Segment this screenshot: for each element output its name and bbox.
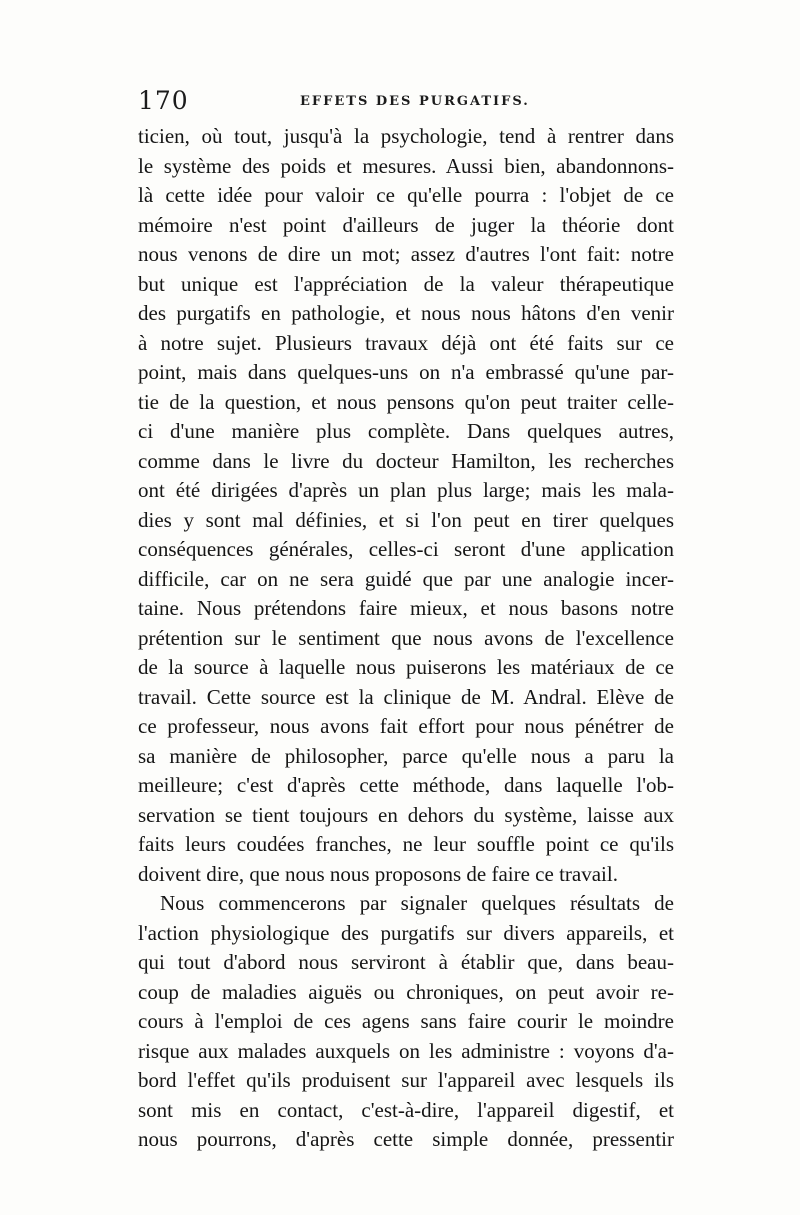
text-line: servation se tient toujours en dehors du système, laisse aux (138, 802, 674, 827)
text-line: ont été dirigées d'après un plan plus large; mais les mala- (138, 478, 674, 502)
text-line: doivent dire, que nous nous proposons de faire ce travail. (138, 861, 618, 886)
text-line: faits leurs coudées franches, ne leur souffle point ce qu'ils (138, 832, 674, 856)
running-head (138, 86, 674, 116)
running-title: EFFETS DES PURGATIFS. (300, 94, 530, 109)
text-line: tie de la question, et nous pensons qu'on peut traiter celle- (138, 389, 674, 414)
text-line: travail. Cette source est la clinique de M. Andral. Elève de (138, 684, 674, 709)
text-line: taine. Nous prétendons faire mieux, et nous basons notre (138, 596, 674, 620)
text-line: conséquences générales, celles-ci seront d'une application (138, 537, 674, 561)
text-line: mémoire n'est point d'ailleurs de juger la théorie dont (138, 212, 674, 237)
text-line: prétention sur le sentiment que nous avons de l'excellence (138, 625, 674, 650)
text-line: cours à l'emploi de ces agens sans faire courir le moindre (138, 1009, 674, 1033)
text-line: l'action physiologique des purgatifs sur divers appareils, et (138, 920, 674, 945)
text-line: nous venons de dire un mot; assez d'autres l'ont fait: notre (138, 242, 674, 266)
page-number: 170 (138, 86, 189, 115)
text-line: comme dans le livre du docteur Hamilton, les recherches (138, 448, 674, 473)
paragraph-start-line: Nous commencerons par signaler quelques résultats de (160, 891, 674, 915)
text-line: à notre sujet. Plusieurs travaux déjà ont été faits sur ce (138, 330, 674, 355)
text-line: sa manière de philosopher, parce qu'elle nous a paru la (138, 743, 674, 768)
text-line: bord l'effet qu'ils produisent sur l'appareil avec lesquels ils (138, 1068, 674, 1092)
text-line: qui tout d'abord nous serviront à établir que, dans beau- (138, 950, 674, 974)
text-line: ci d'une manière plus complète. Dans quelques autres, (138, 419, 674, 443)
text-line: ticien, où tout, jusqu'à la psychologie, tend à rentrer dans (138, 124, 674, 148)
text-line: risque aux malades auxquels on les administre : voyons d'a- (138, 1038, 674, 1063)
text-line: sont mis en contact, c'est-à-dire, l'appareil digestif, et (138, 1097, 674, 1122)
text-line: le système des poids et mesures. Aussi bien, abandonnons- (138, 153, 674, 178)
text-line: point, mais dans quelques-uns on n'a embrassé qu'une par- (138, 360, 674, 384)
text-line: but unique est l'appréciation de la valeur thérapeutique (138, 271, 674, 296)
text-line: ce professeur, nous avons fait effort pour nous pénétrer de (138, 714, 674, 738)
text-line: difficile, car on ne sera guidé que par une analogie incer- (138, 566, 674, 591)
text-line: nous pourrons, d'après cette simple donnée, pressentir (138, 1127, 674, 1151)
text-line: meilleure; c'est d'après cette méthode, dans laquelle l'ob- (138, 773, 674, 797)
body-text (138, 122, 674, 1155)
text-line: de la source à laquelle nous puiserons les matériaux de ce (138, 655, 674, 679)
text-line: dies y sont mal définies, et si l'on peut en tirer quelques (138, 507, 674, 532)
text-line: coup de maladies aiguës ou chroniques, on peut avoir re- (138, 979, 674, 1004)
text-line: là cette idée pour valoir ce qu'elle pourra : l'objet de ce (138, 183, 674, 207)
text-line: des purgatifs en pathologie, et nous nous hâtons d'en venir (138, 301, 674, 325)
